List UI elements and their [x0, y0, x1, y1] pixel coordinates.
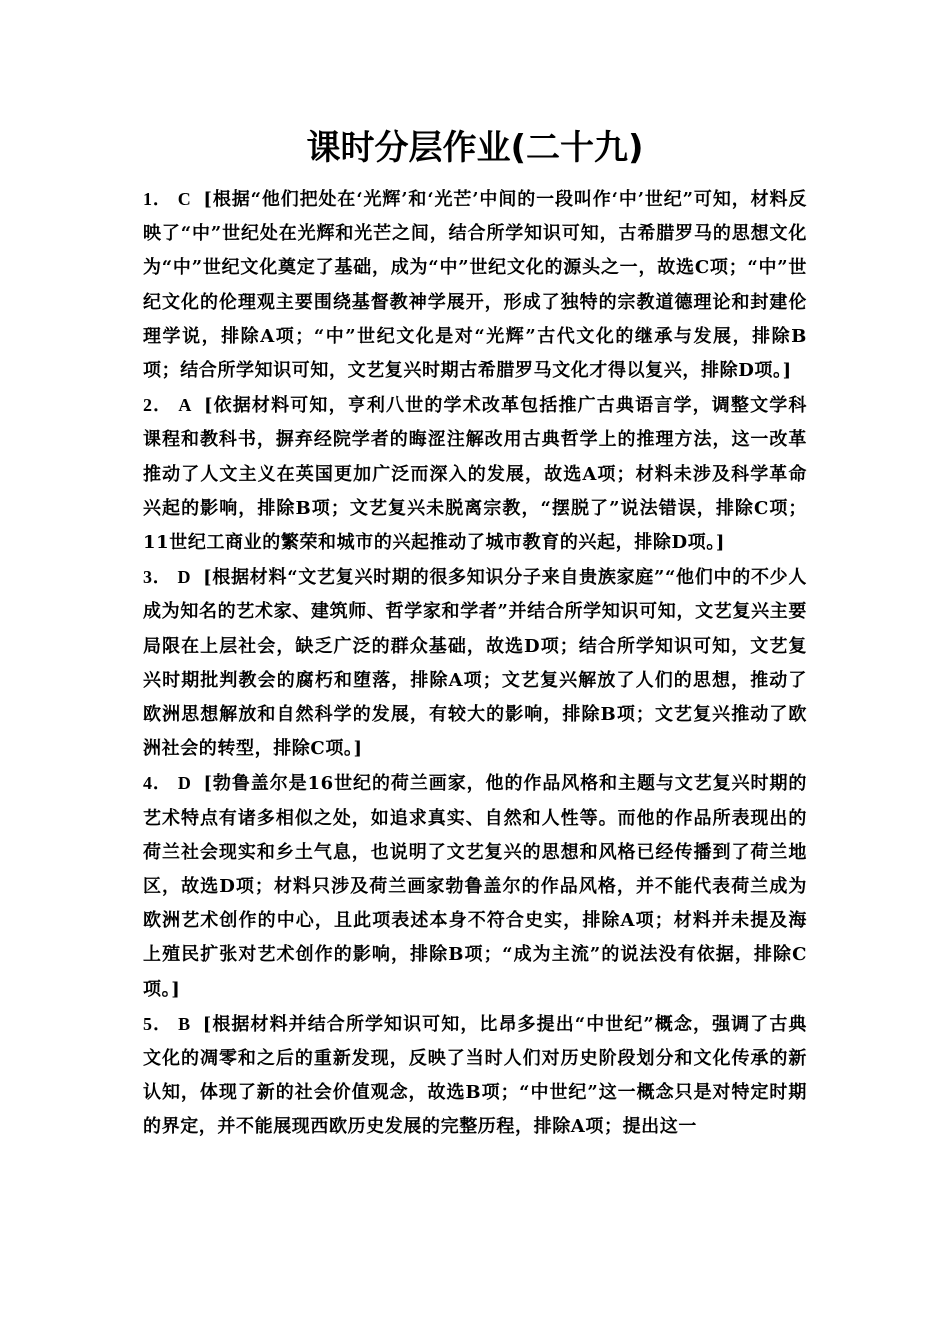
answer-number: 2． — [143, 395, 173, 416]
answer-choice: D — [177, 773, 192, 794]
answer-number: 4． — [143, 773, 172, 794]
answer-number: 5． — [143, 1013, 173, 1034]
answer-choice: D — [177, 567, 192, 588]
answer-item-3 — [143, 560, 807, 766]
answer-list — [143, 182, 807, 1145]
answer-choice: A — [178, 395, 192, 416]
answer-item-4 — [143, 766, 807, 1006]
answer-number: 1． — [143, 189, 172, 209]
answer-number: 3． — [143, 567, 172, 588]
answer-item-5 — [143, 1007, 807, 1145]
answer-explanation: [勃鲁盖尔是16世纪的荷兰画家，他的作品风格和主题与文艺复兴时期的艺术特点有诸多相似之处，如追求真实、自然和人性等。而他的作品所表现出的荷兰社会现实和乡土气息，也说明了文艺复兴的思想和风格已经传播到了荷兰地区，故选D项；材料只涉及荷兰画家勃鲁盖尔的作品风格，并不能代表荷兰成为欧洲艺术创作的中心，且此项表述本身不符合史实，排除A项；材料并未提及海上殖民扩张对艺术创作的影响，排除B项；“成为主流”的说法没有依据，排除C项。] — [143, 773, 807, 1000]
answer-explanation: [根据材料并结合所学知识可知，比昂多提出“中世纪”概念，强调了古典文化的凋零和之后的重新发现，反映了当时人们对历史阶段划分和文化传承的新认知，体现了新的社会价值观念，故选B项；“中世纪”这一概念只是对特定时期的界定，并不能展现西欧历史发展的完整历程，排除A项；提出这一 — [143, 1013, 807, 1138]
answer-explanation: [根据材料“文艺复兴时期的很多知识分子来自贵族家庭”“他们中的不少人成为知名的艺术家、建筑师、哲学家和学者”并结合所学知识可知，文艺复兴主要局限在上层社会，缺乏广泛的群众基础，故选D项；结合所学知识可知，文艺复兴时期批判教会的腐朽和堕落，排除A项；文艺复兴解放了人们的思想，推动了欧洲思想解放和自然科学的发展，有较大的影响，排除B项；文艺复兴推动了欧洲社会的转型，排除C项。] — [143, 567, 807, 760]
answer-choice: B — [178, 1013, 191, 1034]
answer-choice: C — [177, 189, 192, 209]
answer-explanation: [依据材料可知，亨利八世的学术改革包括推广古典语言学，调整文学科课程和教科书，摒弃经院学者的晦涩注解改用古典哲学上的推理方法，这一改革推动了人文主义在英国更加广泛而深入的发展，故选A项；材料未涉及科学革命兴起的影响，排除B项；文艺复兴未脱离宗教，“摆脱了”说法错误，排除C项；11世纪工商业的繁荣和城市的兴起推动了城市教育的兴起，排除D项。] — [143, 395, 807, 554]
answer-explanation: [根据“他们把处在‘光辉’和‘光芒’中间的一段叫作‘中’世纪”可知，材料反映了“中”世纪处在光辉和光芒之间，结合所学知识可知，古希腊罗马的思想文化为“中”世纪文化奠定了基础，成为“中”世纪文化的源头之一，故选C项；“中”世纪文化的伦理观主要围绕基督教神学展开，形成了独特的宗教道德理论和封建伦理学说，排除A项；“中”世纪文化是对“光辉”古代文化的继承与发展，排除B项；结合所学知识可知，文艺复兴时期古希腊罗马文化才得以复兴，排除D项。] — [143, 189, 807, 382]
answer-item-1 — [143, 182, 807, 388]
answer-item-2 — [143, 388, 807, 560]
page-title: 课时分层作业(二十九) — [306, 128, 644, 168]
